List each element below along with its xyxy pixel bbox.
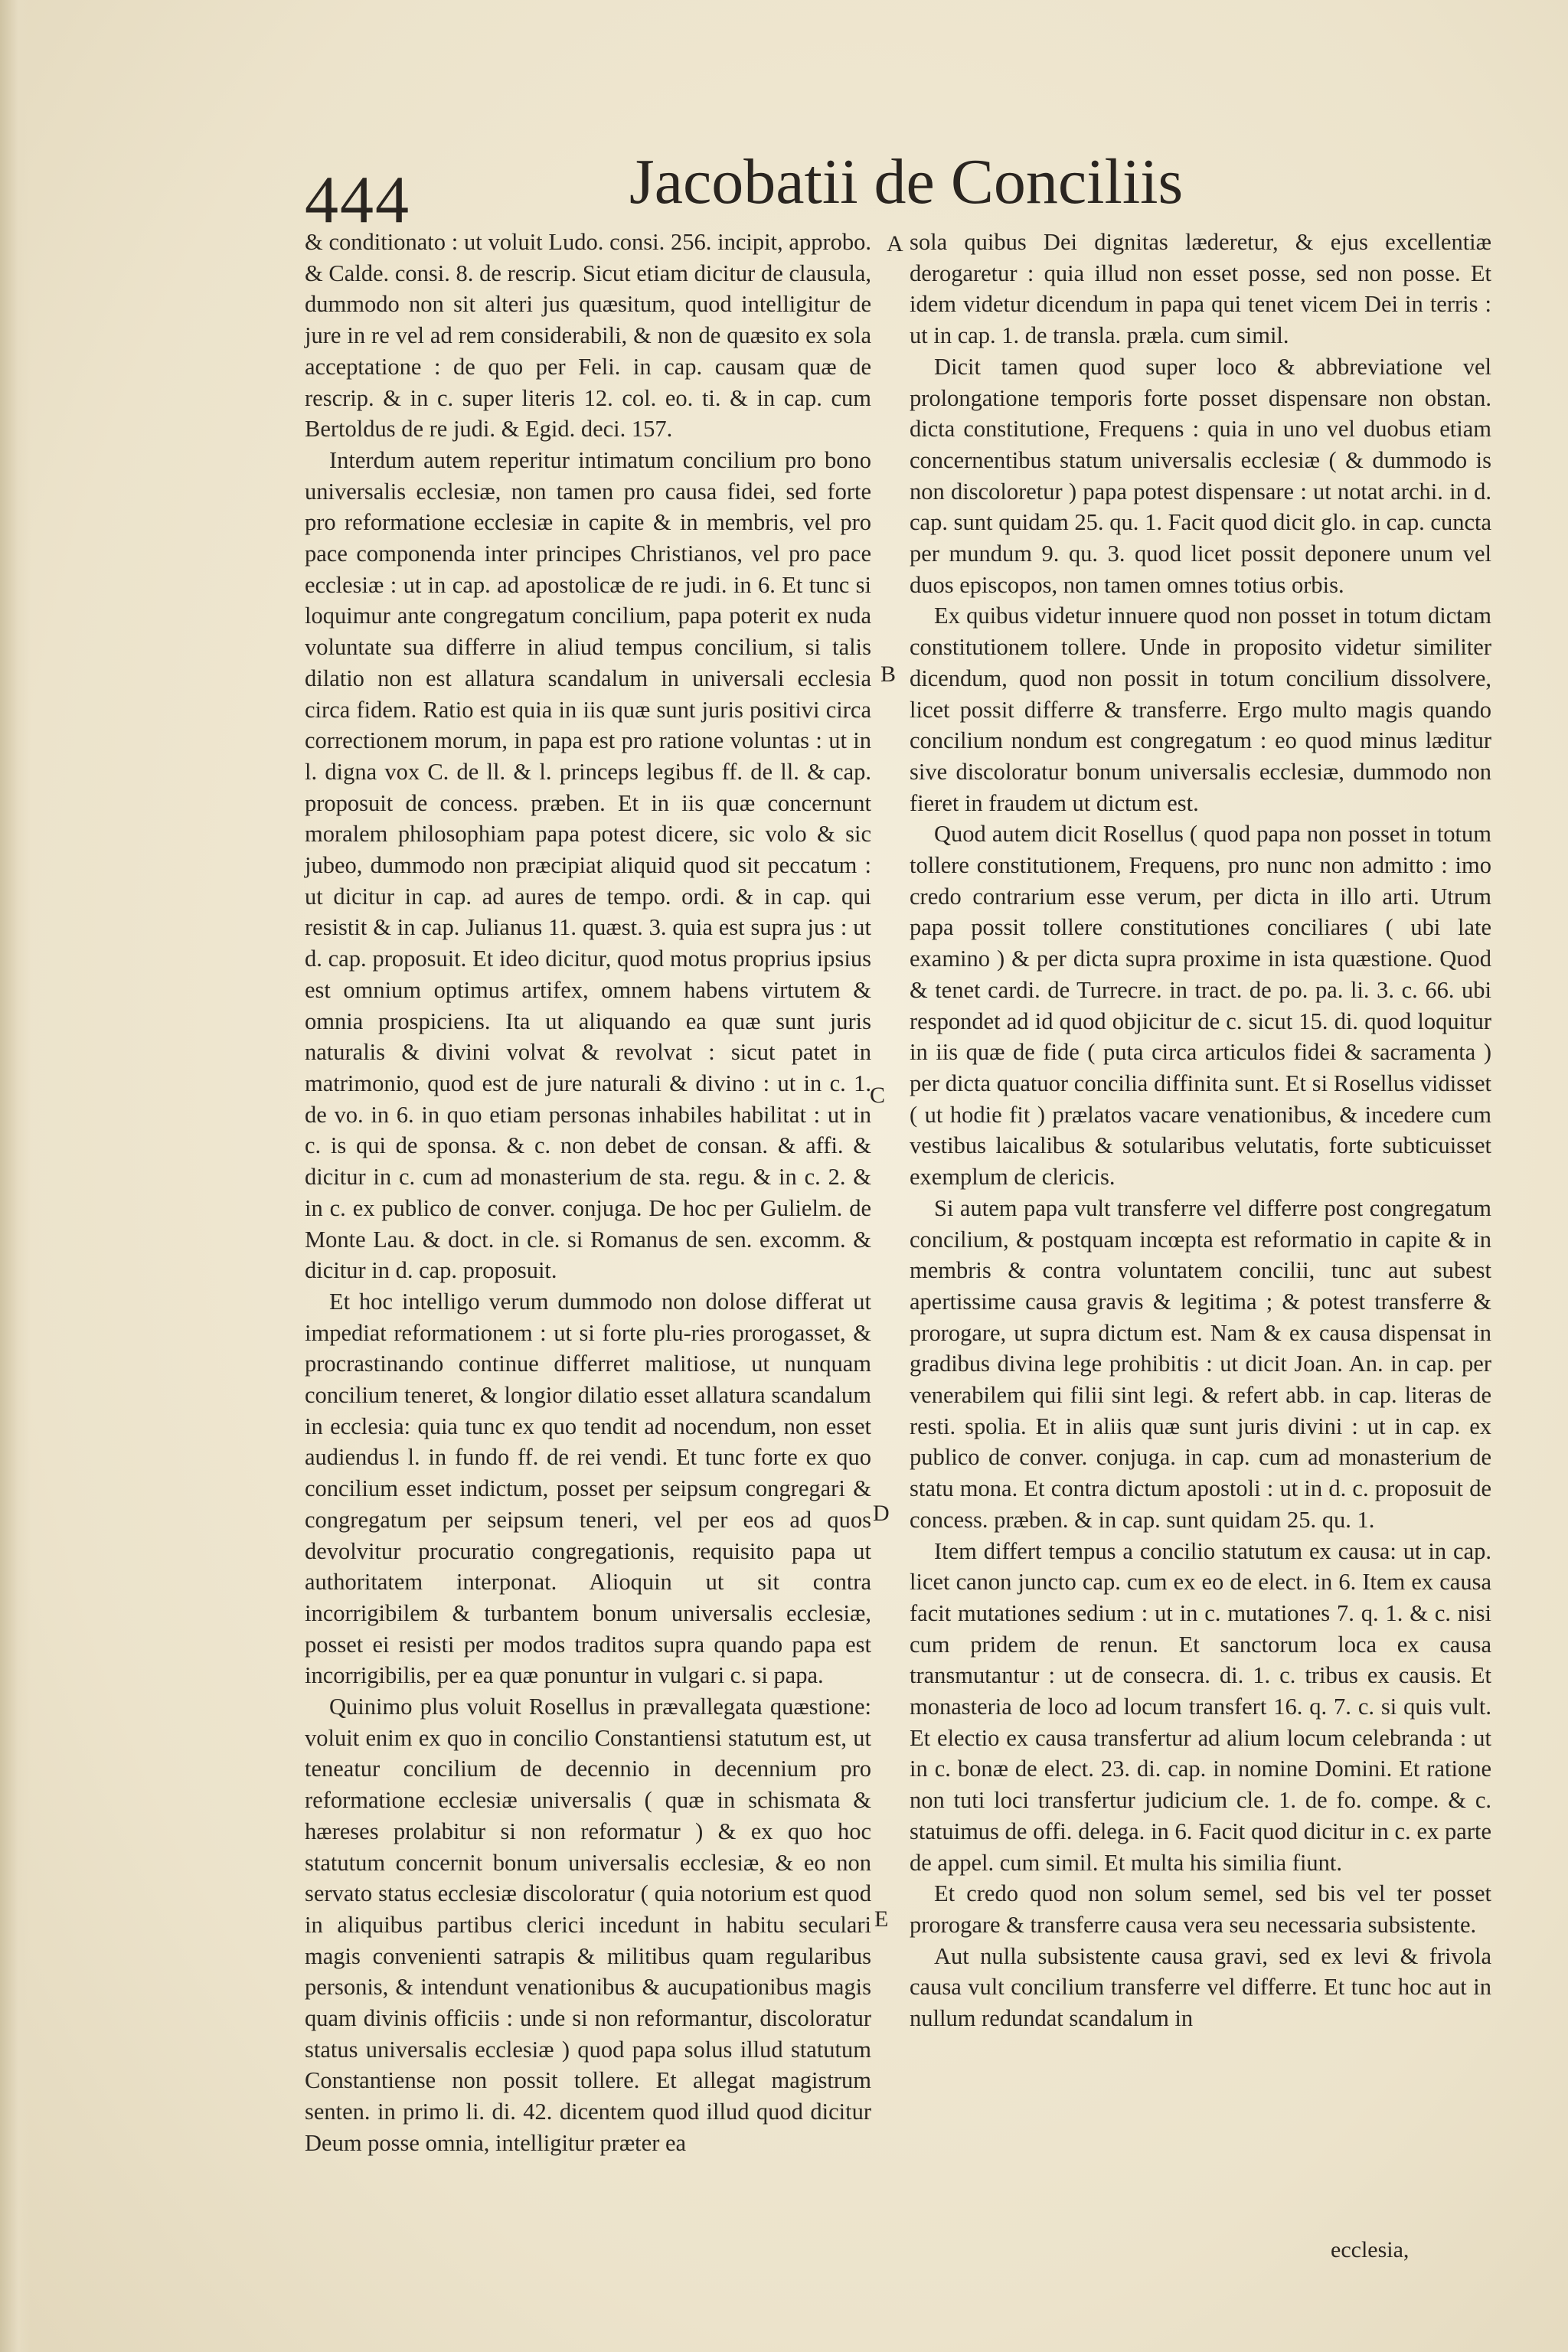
page-gutter [0, 0, 31, 2352]
right-column [910, 227, 1491, 2034]
paragraph: Quinimo plus voluit Rosellus in prævallegata quæstione: voluit enim ex quo in concilio Constantiensi statutum est, ut teneatur concilium de decennio in decennium pro reformatione ecclesiæ universalis ( quæ in schismata & hæreses prolabitur si non reformatur ) & ex quo hoc statutum concernit bonum universalis ecclesiæ, & eo non servato status ecclesiæ discoloratur ( quia notorium est quod in aliquibus partibus clerici incedunt in habitu seculari magis convenienti satrapis & militibus quam regularibus personis, & intendunt venationibus & aucupationibus magis quam divinis officiis : unde si non reformantur, discoloratur status universalis ecclesiæ ) quod papa solus illud statutum Constantiense non possit tollere. Et allegat magistrum senten. in primo li. di. 42. dicentem quod illud quod dicitur Deum posse omnia, intelligitur præter ea [305, 1694, 871, 2156]
running-title: Jacobatii de Conciliis [629, 146, 1184, 217]
paragraph: Si autem papa vult transferre vel differre post congregatum concilium, & postquam incœpta est reformatio in capite & in membris & contra voluntatem concilii, tunc aut subest apertissime causa gravis & legitima ; & potest transferre & prorogare, ut supra dictum est. Nam & ex causa dispensat in gradibus divina lege prohibitis : ut dicit Joan. An. in cap. per venerabilem qui filii sint legi. & refert abb. in cap. literas de resti. spolia. Et in aliis quæ sunt juris divini : ut in cap. ex publico de conver. conjuga. in cap. cum ad monasterium de statu mona. Et contra dictum apostoli : ut in d. c. proposuit de concess. præben. & in cap. sunt quidam 25. qu. 1. [910, 1194, 1491, 1533]
margin-marker-e: E [874, 1906, 889, 1932]
paragraph: Item differt tempus a concilio statutum ex causa: ut in cap. licet canon juncto cap. cum ex eo de elect. in 6. Item ex causa facit mutationes sedium : ut in c. mutationes 7. q. 1. & c. nisi cum pridem de renun. Et sanctorum loca ex causa transmutantur : ut de consecra. di. 1. c. tribus ex causis. Et monasteria de loco ad locum transfert 16. q. 7. c. si quis vult. Et electio ex causa transfertur ad alium locum celebranda : ut in c. bonæ de elect. 23. di. cap. in nomine Domini. Et ratione non tuti loci transfertur judicium cle. 1. de fo. compe. & c. statuimus de offi. delega. in 6. Facit quod dicitur in c. ex parte de appel. cum simil. Et multa his similia fiunt. [910, 1537, 1491, 1876]
paragraph: Et hoc intelligo verum dummodo non dolose differat ut impediat reformationem : ut si forte plu-ries prorogasset, & procrastinando continue differret malitiose, ut nunquam concilium teneret, & longior dilatio esset allatura scandalum in ecclesia: quia tunc ex quo tendit ad nocendum, non esset audiendus l. in fundo ff. de rei vendi. Et tunc forte ex quo concilium esset indictum, posset per seipsum congregari & congregatum per seipsum teneri, vel per eos ad quos devolvitur procuratio congregationis, requisito papa ut authoritatem interponat. Alioquin ut sit contra incorrigibilem & turbantem bonum universalis ecclesiæ, posset ei resisti per modos traditos supra quando papa est incorrigibilis, per ea quæ ponuntur in vulgari c. si papa. [305, 1288, 871, 1689]
margin-marker-c: C [870, 1083, 886, 1108]
paragraph: Aut nulla subsistente causa gravi, sed ex levi & frivola causa vult concilium transferre vel differre. Et tunc hoc aut in nullum redundat scandalum in [910, 1942, 1491, 2032]
paragraph: & conditionato : ut voluit Ludo. consi. 256. incipit, approbo. & Calde. consi. 8. de rescrip. Sicut etiam dicitur de clausula, dummodo non sit alteri jus quæsitum, quod intelligitur de jure in re vel ad rem considerabili, & non de quæsito ex sola acceptatione : de quo per Feli. in cap. causam quæ de rescrip. & in c. super literis 12. col. eo. ti. & in cap. cum Bertoldus de re judi. & Egid. deci. 157. [305, 229, 871, 443]
paragraph: Et credo quod non solum semel, sed bis vel ter posset prorogare & transferre causa vera seu necessaria subsistente. [910, 1880, 1491, 1938]
page-number: 444 [305, 163, 410, 237]
paragraph: sola quibus Dei dignitas læderetur, & ejus excellentiæ derogaretur : quia illud non esset posse, sed non posse. Et idem videtur dicendum in papa qui tenet vicem Dei in terris : ut in cap. 1. de transla. præla. cum simil. [910, 229, 1491, 349]
paragraph: Quod autem dicit Rosellus ( quod papa non posset in totum tollere constitutionem, Frequens, pro nunc non admitto : imo credo contrarium esse verum, per dicta in illo arti. Utrum papa possit tollere constitutiones conciliares ( ubi late examino ) & per dicta supra proxime in ista quæstione. Quod & tenet cardi. de Turrecre. in tract. de po. pa. li. 3. c. 66. ubi respondet ad id quod objicitur de c. sicut 15. di. quod loquitur in iis quæ de fide ( puta circa articulos fidei & sacramenta ) per dicta quatuor concilia diffinita sunt. Et si Rosellus vidisset ( ut hodie fit ) prælatos vacare venationibus, & incedere cum vestibus laicalibus & sotularibus velutatis, forte subticuisset exemplum de clericis. [910, 821, 1491, 1191]
catchword: ecclesia, [1331, 2237, 1410, 2262]
paragraph: Dicit tamen quod super loco & abbreviatione vel prolongatione temporis forte posset dispensare non obstan. dicta constitutione, Frequens : quia in uno vel duobus etiam concernentibus statum universalis ecclesiæ ( & dummodo is non discoloretur ) papa potest dispensare : ut notat archi. in d. cap. sunt quidam 25. qu. 1. Facit quod dicit glo. in cap. cuncta per mundum 9. qu. 3. quod licet possit deponere unum vel duos episcopos, non tamen omnes totius orbis. [910, 353, 1491, 598]
paragraph: Interdum autem reperitur intimatum concilium pro bono universalis ecclesiæ, non tamen pro causa fidei, sed forte pro reformatione ecclesiæ in capite & in membris, vel pro pace componenda inter principes Christianos, vel pro pace ecclesiæ : ut in cap. ad apostolicæ de re judi. in 6. Et tunc si loquimur ante congregatum concilium, papa poterit ex nuda voluntate sua differre in aliud tempus concilium, si talis dilatio non est allatura scandalum in universali ecclesia circa fidem. Ratio est quia in iis quæ sunt juris positivi circa correctionem morum, in papa est pro ratione voluntas : ut in l. digna vox C. de ll. & l. princeps legibus ff. de ll. & cap. proposuit de concess. præben. Et in iis quæ concernunt moralem philosophiam papa potest dicere, sic volo & sic jubeo, dummodo non præcipiat aliquid quod sit peccatum : ut dicitur in cap. ad aures de tempo. ordi. & in cap. qui resistit & in cap. Julianus 11. quæst. 3. quia est supra jus : ut d. cap. proposuit. Et ideo dicitur, quod motus proprius ipsius est omnium optimus artifex, omnem habens virtutem & omnia prospiciens. Ita ut aliquando ea quæ sunt juris naturalis & divini volvat & revolvat : sicut patet in matrimonio, quod est de jure naturali & divino : ut in c. 1. de vo. in 6. in quo etiam personas inhabiles habilitat : ut in c. is qui de sponsa. & c. non debet de consan. & affi. & dicitur in c. cum ad monasterium de sta. regu. & in c. 2. & in c. ex publico de conver. conjuga. De hoc per Gulielm. de Monte Lau. & doct. in cle. si Romanus de sen. excomm. & dicitur in d. cap. proposuit. [305, 446, 871, 1284]
margin-marker-a: A [887, 231, 903, 256]
left-column [305, 227, 871, 2159]
margin-marker-b: B [880, 662, 897, 687]
margin-marker-d: D [873, 1501, 890, 1526]
paragraph: Ex quibus videtur innuere quod non posset in totum dictam constitutionem tollere. Unde in proposito videtur similiter dicendum, quod non possit in totum concilium dissolvere, licet possit differre & transferre. Ergo multo magis quando concilium nondum est congregatum : eo quod minus læditur sive discoloratur bonum universalis ecclesiæ, dummodo non fieret in fraudem ut dictum est. [910, 603, 1491, 816]
